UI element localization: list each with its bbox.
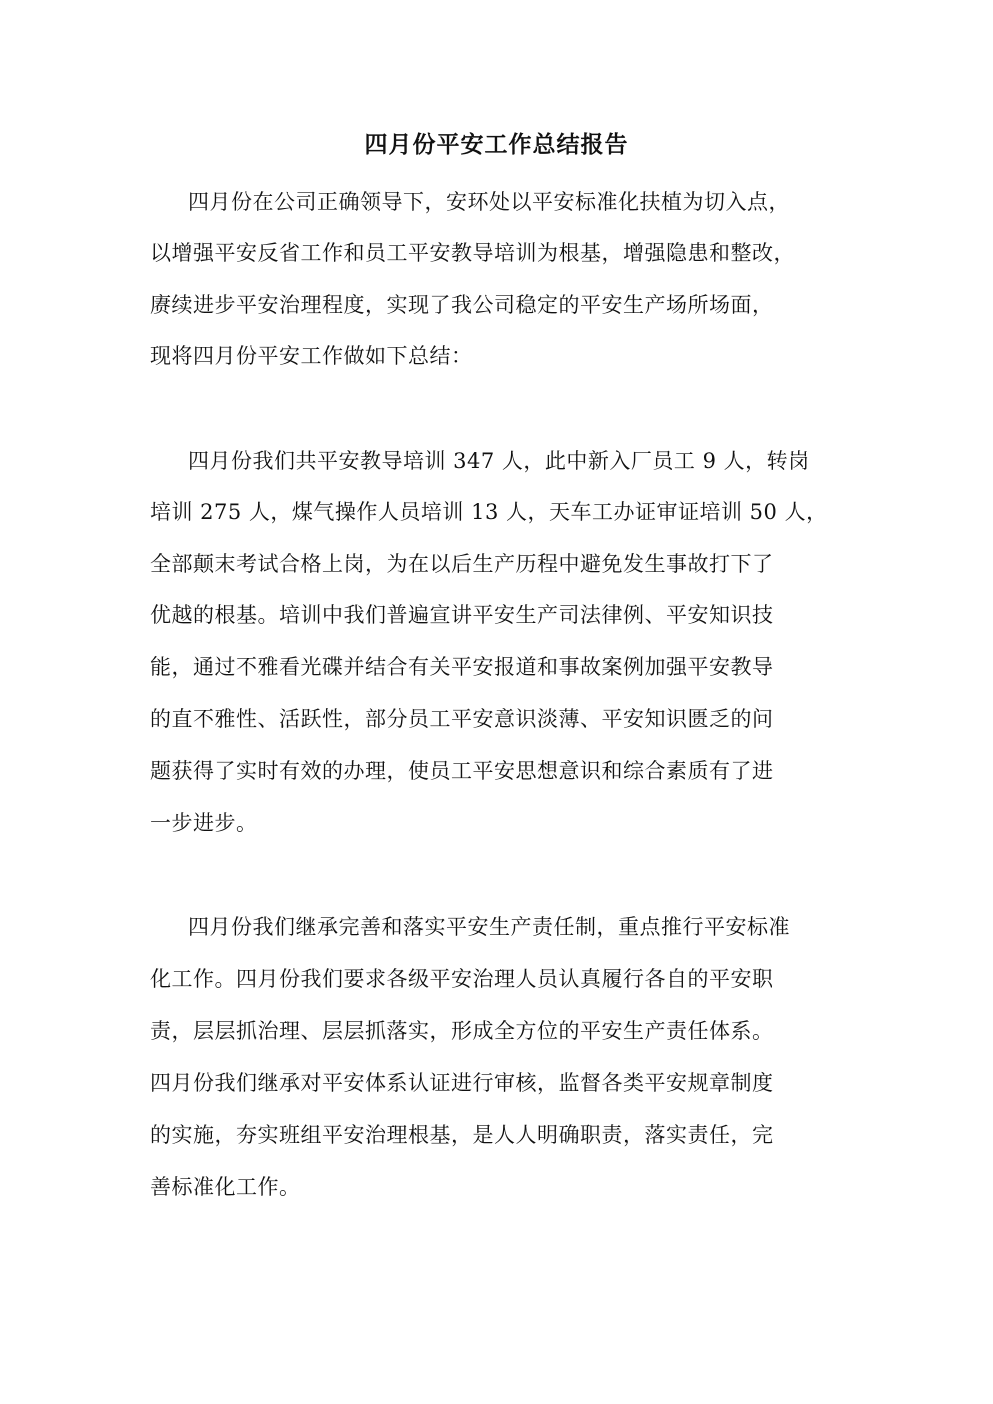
paragraph-1-line-4: 现将四月份平安工作做如下总结：: [150, 344, 473, 368]
paragraph-2-line-1: 四月份我们共平安教导培训 347 人，此中新入厂员工 9 人，转岗: [188, 449, 810, 473]
paragraph-1-line-3: 赓续进步平安治理程度，实现了我公司稳定的平安生产场所场面，: [150, 293, 774, 317]
document-title: 四月份平安工作总结报告: [364, 131, 629, 158]
paragraph-2-line-7: 题获得了实时有效的办理，使员工平安思想意识和综合素质有了进: [150, 759, 774, 783]
paragraph-3-line-2: 化工作。四月份我们要求各级平安治理人员认真履行各自的平安职: [150, 967, 774, 991]
paragraph-2-line-5: 能，通过不雅看光碟并结合有关平安报道和事故案例加强平安教导: [150, 655, 774, 679]
paragraph-2-line-2: 培训 275 人，煤气操作人员培训 13 人，天车工办证审证培训 50 人，: [150, 500, 828, 524]
paragraph-2-line-4: 优越的根基。培训中我们普遍宣讲平安生产司法律例、平安知识技: [150, 603, 774, 627]
paragraph-2-line-3: 全部颠末考试合格上岗，为在以后生产历程中避免发生事故打下了: [150, 552, 774, 576]
paragraph-2-line-8: 一步进步。: [150, 811, 258, 835]
paragraph-3-line-1: 四月份我们继承完善和落实平安生产责任制，重点推行平安标准: [188, 915, 790, 939]
paragraph-2-line-6: 的直不雅性、活跃性，部分员工平安意识淡薄、平安知识匮乏的问: [150, 707, 774, 731]
paragraph-3-line-3: 责，层层抓治理、层层抓落实，形成全方位的平安生产责任体系。: [150, 1019, 774, 1043]
paragraph-3-line-6: 善标准化工作。: [150, 1175, 301, 1199]
paragraph-3-line-4: 四月份我们继承对平安体系认证进行审核，监督各类平安规章制度: [150, 1071, 774, 1095]
paragraph-3-line-5: 的实施，夯实班组平安治理根基，是人人明确职责，落实责任，完: [150, 1123, 774, 1147]
paragraph-1-line-2: 以增强平安反省工作和员工平安教导培训为根基，增强隐患和整改，: [150, 241, 795, 265]
paragraph-1-line-1: 四月份在公司正确领导下，安环处以平安标准化扶植为切入点，: [188, 190, 790, 214]
